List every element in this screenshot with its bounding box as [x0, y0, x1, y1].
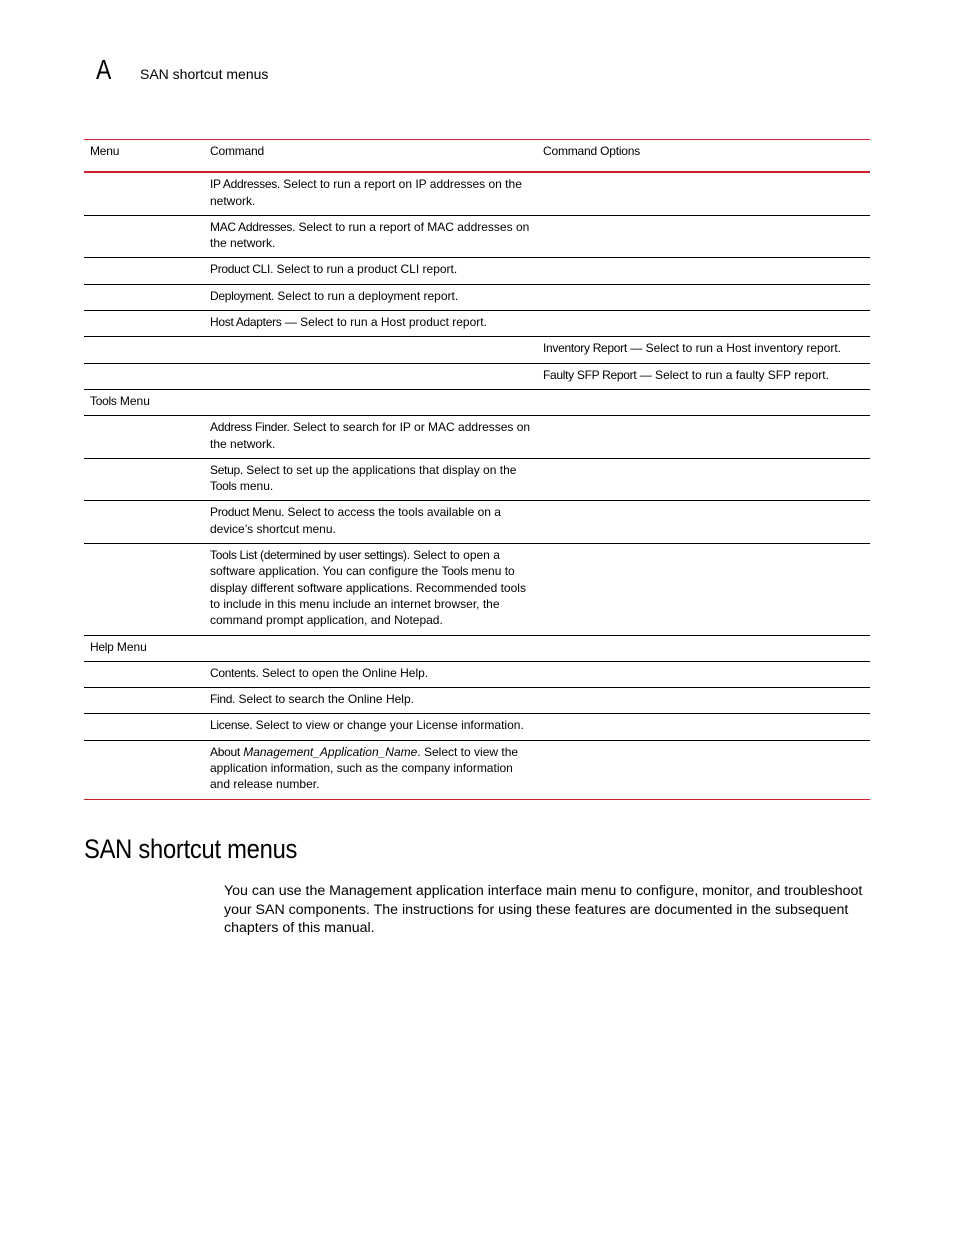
- table-row: [84, 389, 870, 415]
- table-row: [84, 714, 870, 740]
- command-keyword: Product Menu.: [210, 505, 285, 520]
- cell-menu: [84, 215, 204, 258]
- cell-menu: [84, 311, 204, 337]
- command-description: Select to run a report on IP addresses on the network.: [210, 177, 522, 208]
- cell-command: [204, 311, 537, 337]
- command-description: Select to open a software application. You can configure the: [210, 548, 500, 579]
- option-description: — Select to run a faulty SFP report.: [636, 367, 829, 382]
- cell-command: [204, 284, 537, 310]
- running-header-title: SAN shortcut menus: [140, 66, 269, 82]
- command-keyword: Tools List (determined by user settings).: [210, 548, 410, 563]
- cell-command: [204, 389, 537, 415]
- table-row: [84, 172, 870, 215]
- command-description-continued: menu.: [236, 479, 274, 494]
- command-keyword: Product CLI.: [210, 262, 274, 277]
- cell-menu: [84, 416, 204, 459]
- cell-command-options: [537, 215, 870, 258]
- command-description: — Select to run a Host product report.: [281, 315, 487, 330]
- cell-command-options: [537, 337, 870, 363]
- command-keyword: Host Adapters: [210, 315, 282, 330]
- table-row: [84, 337, 870, 363]
- cell-menu: [84, 363, 204, 389]
- cell-command: [204, 172, 537, 215]
- cell-command: [204, 661, 537, 687]
- cell-command-options: [537, 363, 870, 389]
- command-keyword: Address Finder.: [210, 420, 290, 435]
- cell-menu: [84, 389, 204, 415]
- column-header-menu: Menu: [84, 140, 204, 173]
- cell-command: [204, 337, 537, 363]
- cell-command-options: [537, 389, 870, 415]
- cell-menu: [84, 501, 204, 544]
- command-description-continued: menu to display different software applications. Recommended tools to include in this menu include an internet browser, the command prompt application, and Notepad.: [210, 564, 526, 628]
- option-keyword: Inventory Report: [543, 341, 627, 356]
- option-description: — Select to run a Host inventory report.: [626, 341, 842, 356]
- table-row: [84, 635, 870, 661]
- command-keyword: MAC Addresses.: [210, 219, 296, 234]
- command-description: Select to run a report of MAC addresses on the network.: [210, 219, 530, 251]
- cell-command: [204, 544, 537, 635]
- table-row: [84, 284, 870, 310]
- command-inline-keyword: Tools: [210, 479, 237, 494]
- cell-menu: [84, 172, 204, 215]
- cell-menu: [84, 661, 204, 687]
- cell-command-options: [537, 714, 870, 740]
- cell-menu: [84, 635, 204, 661]
- command-keyword: License.: [210, 718, 253, 733]
- cell-command: [204, 688, 537, 714]
- command-keyword: Contents.: [210, 665, 259, 680]
- chapter-letter: A: [96, 54, 112, 85]
- cell-command: [204, 363, 537, 389]
- command-description: Select to run a product CLI report.: [273, 262, 458, 277]
- cell-command-options: [537, 740, 870, 799]
- command-keyword: Find.: [210, 692, 236, 707]
- section-body-paragraph: You can use the Management application interface main menu to configure, monitor, and troubleshoot your SAN components. The instructions for using these features are documented in the subsequent chapters of this manual.: [224, 883, 863, 936]
- cell-menu: [84, 337, 204, 363]
- table-row: [84, 501, 870, 544]
- table-row: [84, 215, 870, 258]
- cell-command-options: [537, 544, 870, 635]
- cell-command: [204, 258, 537, 284]
- command-description: Select to open the Online Help.: [258, 665, 429, 680]
- cell-command: [204, 215, 537, 258]
- command-keyword: About: [210, 744, 240, 759]
- table-row: [84, 363, 870, 389]
- command-description: Select to search for IP or MAC addresses on the network.: [210, 420, 531, 451]
- command-keyword: IP Addresses.: [210, 177, 280, 192]
- command-description: . Select to view the application information, such as the company information and release number.: [210, 744, 519, 792]
- cell-menu: [84, 258, 204, 284]
- table-row: [84, 416, 870, 459]
- command-description: Select to access the tools available on a device’s shortcut menu.: [210, 505, 501, 536]
- cell-command-options: [537, 416, 870, 459]
- command-description: Select to set up the applications that display on the: [242, 462, 517, 477]
- cell-command-options: [537, 501, 870, 544]
- command-description: Select to run a deployment report.: [274, 288, 459, 303]
- cell-command: [204, 714, 537, 740]
- table-body: [84, 172, 870, 799]
- cell-command: [204, 501, 537, 544]
- cell-command-options: [537, 311, 870, 337]
- command-description: Select to view or change your License information.: [252, 718, 524, 733]
- cell-command-options: [537, 635, 870, 661]
- table-header-row: [84, 140, 870, 173]
- cell-command: [204, 635, 537, 661]
- cell-menu: [84, 740, 204, 799]
- cell-command-options: [537, 172, 870, 215]
- cell-command: [204, 458, 537, 501]
- menu-command-table: [84, 139, 870, 800]
- cell-menu: [84, 458, 204, 501]
- column-header-command: Command: [204, 140, 537, 173]
- cell-command-options: [537, 688, 870, 714]
- table-row: [84, 740, 870, 799]
- command-italic-text: Management_Application_Name: [239, 744, 418, 759]
- option-keyword: Faulty SFP Report: [543, 367, 637, 382]
- table-row: [84, 544, 870, 635]
- cell-menu: [84, 688, 204, 714]
- section-title: SAN shortcut menus: [84, 834, 298, 864]
- table-row: [84, 258, 870, 284]
- menu-suffix: Menu: [113, 639, 147, 654]
- cell-command-options: [537, 661, 870, 687]
- menu-keyword: Help: [90, 639, 114, 654]
- cell-command-options: [537, 284, 870, 310]
- menu-suffix: Menu: [116, 393, 150, 408]
- menu-keyword: Tools: [90, 393, 117, 408]
- command-description: Select to search the Online Help.: [235, 692, 414, 707]
- command-keyword: Deployment.: [210, 288, 275, 303]
- cell-menu: [84, 714, 204, 740]
- cell-command-options: [537, 258, 870, 284]
- table-row: [84, 688, 870, 714]
- cell-menu: [84, 544, 204, 635]
- command-keyword: Setup.: [210, 462, 243, 477]
- column-header-command-options: Command Options: [537, 140, 870, 173]
- table-row: [84, 661, 870, 687]
- cell-menu: [84, 284, 204, 310]
- table-row: [84, 458, 870, 501]
- cell-command-options: [537, 458, 870, 501]
- cell-command: [204, 740, 537, 799]
- cell-command: [204, 416, 537, 459]
- table-row: [84, 311, 870, 337]
- command-inline-keyword: Tools: [441, 564, 469, 579]
